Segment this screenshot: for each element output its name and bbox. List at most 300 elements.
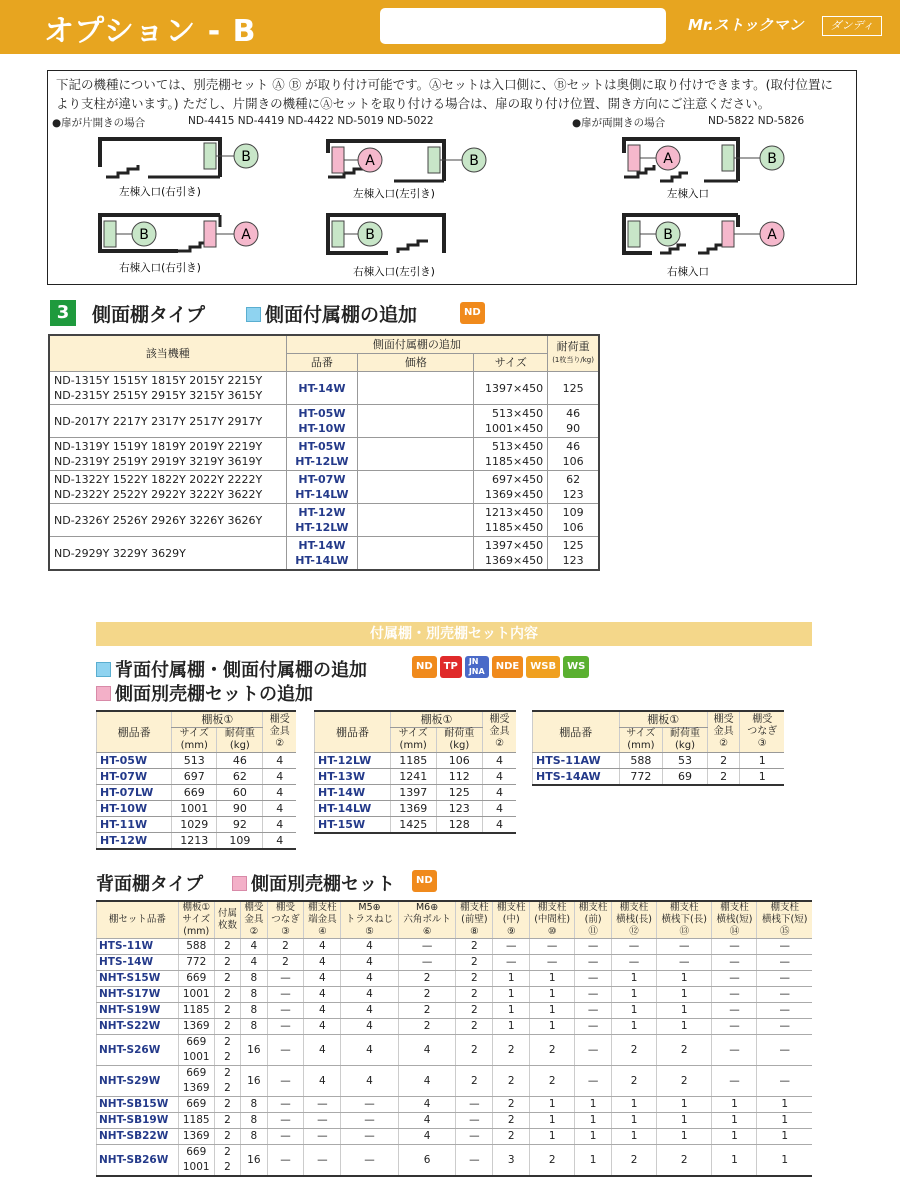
value-cell: 1	[657, 1129, 712, 1145]
value-cell	[178, 1035, 214, 1066]
load-value: 46	[566, 440, 581, 453]
table-row	[97, 955, 813, 971]
product-code: NHT-S29W	[97, 1066, 179, 1097]
value-cell: 2	[530, 1066, 575, 1097]
value-cell: —	[712, 955, 757, 971]
value-cell: —	[267, 1129, 304, 1145]
value-cell: —	[612, 955, 657, 971]
value-cell: —	[493, 955, 530, 971]
value-cell: —	[530, 939, 575, 955]
models-cell	[49, 537, 286, 571]
hdr-line: ⑭	[729, 926, 740, 937]
table-row	[97, 1145, 813, 1177]
model-badges	[412, 656, 592, 678]
hdr-line: ⑧	[470, 926, 479, 937]
price-cell	[358, 438, 474, 471]
value-cell: —	[757, 1035, 812, 1066]
value-cell: 2	[707, 769, 740, 786]
table-row	[49, 504, 599, 537]
value-cell: 772	[619, 769, 663, 786]
col-header	[657, 901, 712, 939]
svg-text:右棟入口(右引き): 右棟入口(右引き)	[119, 262, 201, 274]
size-cell	[474, 504, 548, 537]
page-title: オプション - B	[44, 14, 257, 49]
value-cell: —	[304, 1097, 341, 1113]
table-row	[97, 785, 297, 801]
product-code: HT-07W	[298, 473, 346, 486]
hdr-line: (kg)	[229, 740, 250, 751]
diagram-left-entry-double	[624, 139, 784, 200]
value-cell: 2	[657, 1145, 712, 1177]
value-cell: 4	[341, 1019, 398, 1035]
value-cell: 1	[530, 1129, 575, 1145]
price-cell	[358, 405, 474, 438]
value-cell: 4	[304, 955, 341, 971]
hdr-line: ⑩	[547, 926, 557, 937]
value-cell: —	[267, 1019, 304, 1035]
load-value: 125	[562, 381, 584, 395]
code-cell	[286, 471, 358, 504]
product-code: HT-12LW	[295, 521, 349, 534]
value-cell: 2	[530, 1035, 575, 1066]
hdr-line: ②	[719, 738, 729, 749]
table-row	[97, 801, 297, 817]
value-cell: 1	[712, 1113, 757, 1129]
value-cell: —	[712, 971, 757, 987]
value-cell: 8	[241, 987, 267, 1003]
product-code: HT-14W	[298, 381, 346, 395]
value-cell: 2	[456, 1066, 493, 1097]
models-line: ND-2326Y 2526Y 2926Y 3226Y 3626Y	[54, 513, 263, 527]
value-cell: 8	[241, 1003, 267, 1019]
legend-line-2: 側面別売棚セットの追加	[96, 680, 313, 706]
value-cell: 2	[214, 1097, 240, 1113]
value-cell: 123	[436, 801, 483, 817]
load-value: 123	[562, 488, 584, 501]
value-cell: —	[575, 1003, 612, 1019]
table-row	[315, 801, 517, 817]
product-code: HT-07W	[97, 769, 172, 785]
svg-text:A: A	[663, 151, 673, 167]
svg-text:A: A	[365, 153, 375, 169]
side-shelf-table: 該当機種 側面付属棚の追加 耐荷重 (1枚当り/kg) 品番 価格 サイズ ND-1315Y 1515Y 1815Y 2015Y 2215Y ND-2315Y 2515Y 2915Y 3215Y 3615Y HT-14W 1397×450 125 ND-2017Y 2217Y 2317Y 2517Y 2917Y HT-05W HT-10W 513×450 1001×450 46 90 ND-1319Y 1519Y 1819Y 2019Y 2219Y ND-2319Y 2519Y 2919Y 3219Y 3619Y HT-05W HT-12LW 513×450 1185×450 46 106 ND-1322Y 1522Y 1822Y 2022Y 2222Y ND-2322Y 2522Y 2922Y 3222Y 3622Y HT-07W HT-14LW 697×450 1369×450 62 123 ND-2326Y 2526Y 2926Y 3226Y 3626Y HT-12W HT-12LW 1213×450 1185×450 109 106 ND-2929Y 3229Y 3629Y HT-14W HT-14LW 1397×450 1369×450 125 123	[48, 334, 600, 571]
brand-logo: Mr.ストックマン	[688, 16, 804, 34]
table-row	[97, 1019, 813, 1035]
svg-text:A: A	[767, 227, 777, 243]
value-line: 2	[224, 1051, 231, 1063]
col-code: 棚品番	[315, 711, 391, 753]
models-line: ND-1315Y 1515Y 1815Y 2015Y 2215Y	[54, 374, 263, 387]
hdr-line: つなぎ	[747, 726, 778, 737]
product-code: HT-05W	[298, 440, 346, 453]
value-cell: 669	[172, 785, 217, 801]
hdr-line: (mm)	[627, 740, 655, 751]
product-code: HT-15W	[315, 817, 391, 834]
product-code: HT-12W	[298, 506, 346, 519]
product-code: HTS-14AW	[533, 769, 620, 786]
value-cell: 109	[217, 833, 263, 850]
value-cell: 3	[493, 1145, 530, 1177]
value-cell: 46	[217, 753, 263, 769]
product-code: HTS-14W	[97, 955, 179, 971]
size-value: 1185×450	[484, 521, 544, 534]
back-shelf-title: 背面棚タイプ	[96, 874, 204, 895]
value-cell: 1	[612, 1129, 657, 1145]
hdr-line: 棚支柱	[460, 902, 489, 913]
value-cell: 1	[530, 1097, 575, 1113]
value-cell: —	[267, 1097, 304, 1113]
svg-text:左棟入口: 左棟入口	[667, 188, 709, 200]
mini-table-1	[96, 710, 296, 850]
col-header	[612, 901, 657, 939]
svg-text:B: B	[241, 149, 251, 165]
value-cell: 2	[456, 1035, 493, 1066]
value-cell: —	[757, 987, 812, 1003]
product-code: NHT-S17W	[97, 987, 179, 1003]
load-value: 106	[562, 521, 584, 534]
value-cell: 2	[657, 1035, 712, 1066]
table-row	[97, 1129, 813, 1145]
value-cell: 128	[436, 817, 483, 834]
value-cell: 92	[217, 817, 263, 833]
value-cell: 4	[483, 785, 516, 801]
col-size	[619, 728, 663, 753]
load-value: 90	[566, 422, 581, 435]
value-cell: 1	[530, 1003, 575, 1019]
diagram-right-entry-right-pull	[100, 215, 258, 274]
product-code: NHT-S15W	[97, 971, 179, 987]
value-cell: 2	[398, 971, 456, 987]
header-row	[97, 711, 297, 728]
diagram-right-entry-left-pull	[328, 215, 444, 278]
value-cell: —	[493, 939, 530, 955]
value-cell: 2	[530, 1145, 575, 1177]
hdr-line: 横桟(短)	[716, 914, 753, 925]
hdr-line: 枚数	[217, 920, 237, 931]
value-cell: 1	[657, 1003, 712, 1019]
single-door-models: ND-4415 ND-4419 ND-4422 ND-5019 ND-5022	[188, 115, 434, 127]
value-cell: 2	[612, 1035, 657, 1066]
product-code: NHT-SB26W	[97, 1145, 179, 1177]
value-cell: 1	[740, 769, 784, 786]
load-cell	[548, 405, 599, 438]
value-cell: 4	[398, 1097, 456, 1113]
value-line: 669	[186, 1067, 207, 1079]
value-cell: 2	[493, 1129, 530, 1145]
badge-line: JN	[468, 657, 479, 666]
table-row	[97, 971, 813, 987]
hdr-line: 棚受	[713, 714, 734, 725]
value-cell: —	[341, 1113, 398, 1129]
value-cell: —	[456, 1145, 493, 1177]
value-cell: 1	[757, 1145, 812, 1177]
pink-square-icon	[232, 876, 247, 891]
value-cell: 1213	[172, 833, 217, 850]
hdr-line: 金具	[489, 726, 510, 737]
value-cell: 2	[456, 955, 493, 971]
value-cell: 1	[657, 971, 712, 987]
value-cell: 2	[456, 1003, 493, 1019]
value-cell: 1	[575, 1113, 612, 1129]
col-board: 棚板①	[390, 711, 482, 728]
value-line: 1001	[182, 1051, 210, 1063]
size-value: 1397×450	[484, 381, 544, 395]
hdr-line: 横桟下(長)	[661, 914, 707, 925]
model-badge: NDE	[492, 656, 524, 678]
col-recv	[483, 711, 516, 753]
nd-badge-back: ND	[412, 870, 437, 892]
hdr-line: 棚支柱	[670, 902, 699, 913]
hdr-line: 棚支柱	[537, 902, 567, 913]
value-cell: 53	[663, 753, 708, 769]
hdr-line: (前)	[584, 914, 602, 925]
value-cell: 513	[172, 753, 217, 769]
pink-square-icon	[96, 686, 111, 701]
col-load	[663, 728, 708, 753]
size-cell	[474, 537, 548, 571]
value-cell: —	[456, 1113, 493, 1129]
hdr-line: ⑬	[679, 926, 690, 937]
value-cell: —	[341, 1129, 398, 1145]
table-row	[97, 1003, 813, 1019]
product-code: NHT-S19W	[97, 1003, 179, 1019]
value-cell: 1	[757, 1113, 812, 1129]
info-line-1: 下記の機種については、別売棚セット Ⓐ Ⓑ が取り付け可能です。Ⓐセットは入口側に、Ⓑセットは奥側に取り付けできます。(取付位置に	[56, 77, 834, 92]
size-value: 513×450	[491, 407, 544, 420]
col-recv	[263, 711, 296, 753]
load-value: 123	[562, 554, 584, 567]
svg-text:B: B	[139, 227, 149, 243]
value-cell: 4	[341, 1035, 398, 1066]
value-cell	[178, 1145, 214, 1177]
blue-square-icon	[246, 307, 261, 322]
hdr-line: ⑮	[779, 926, 790, 937]
value-line: 669	[186, 1146, 207, 1158]
value-cell: —	[304, 1113, 341, 1129]
value-cell: —	[304, 1129, 341, 1145]
table-row	[49, 438, 599, 471]
value-cell: 2	[657, 1066, 712, 1097]
value-cell: 4	[398, 1066, 456, 1097]
value-cell: 669	[178, 1097, 214, 1113]
product-code: HT-14LW	[295, 488, 349, 501]
single-door-label: ●扉が片開きの場合	[52, 117, 146, 129]
value-cell: 4	[483, 801, 516, 817]
value-line: 1369	[182, 1082, 210, 1094]
value-cell: 2	[214, 971, 240, 987]
value-cell: 6	[398, 1145, 456, 1177]
table-row	[533, 769, 785, 786]
value-cell: 1001	[178, 987, 214, 1003]
product-code: HT-13W	[315, 769, 391, 785]
value-cell	[214, 1145, 240, 1177]
value-cell: 1	[612, 1097, 657, 1113]
price-cell	[358, 537, 474, 571]
hdr-line: ⑨	[506, 926, 516, 937]
value-cell: 1	[712, 1097, 757, 1113]
value-line: 1001	[182, 1161, 210, 1173]
value-cell: 112	[436, 769, 483, 785]
models-line: ND-1319Y 1519Y 1819Y 2019Y 2219Y	[54, 440, 263, 453]
hdr-line: (mm)	[183, 926, 210, 937]
value-cell: 2	[493, 1035, 530, 1066]
hdr-line: ⑫	[629, 926, 639, 937]
value-cell: —	[575, 939, 612, 955]
value-cell: 4	[341, 955, 398, 971]
value-cell: 2	[612, 1066, 657, 1097]
value-cell: —	[267, 1145, 304, 1177]
value-cell: 1369	[178, 1129, 214, 1145]
value-cell: 1425	[390, 817, 436, 834]
value-cell: —	[712, 1066, 757, 1097]
load-cell	[548, 471, 599, 504]
table-row	[49, 372, 599, 405]
table-row	[97, 1113, 813, 1129]
value-cell: 1185	[178, 1113, 214, 1129]
hdr-line: つなぎ	[271, 914, 300, 925]
value-cell: 1369	[390, 801, 436, 817]
value-cell: 4	[304, 1035, 341, 1066]
value-cell: 1369	[178, 1019, 214, 1035]
value-cell: 4	[341, 971, 398, 987]
table-row	[97, 817, 297, 833]
value-cell: —	[341, 1097, 398, 1113]
value-cell: 1	[575, 1129, 612, 1145]
col-header	[304, 901, 341, 939]
value-cell: —	[712, 939, 757, 955]
hdr-line: M6⊕	[415, 902, 439, 913]
model-badge: TP	[440, 656, 462, 678]
product-code: HT-12LW	[315, 753, 391, 769]
models-cell	[49, 405, 286, 438]
value-cell: —	[757, 1019, 812, 1035]
value-cell: 2	[398, 1019, 456, 1035]
size-value: 1369×450	[484, 554, 544, 567]
col-header	[97, 901, 179, 939]
value-cell: 2	[214, 987, 240, 1003]
col-size	[172, 728, 217, 753]
value-cell: —	[575, 1019, 612, 1035]
load-cell	[548, 537, 599, 571]
hdr-line: トラスねじ	[345, 914, 394, 925]
value-cell: 4	[304, 971, 341, 987]
value-cell: —	[267, 971, 304, 987]
col-header	[712, 901, 757, 939]
value-cell: 1	[612, 1113, 657, 1129]
product-code: NHT-S22W	[97, 1019, 179, 1035]
hdr-line: 棚支柱	[496, 902, 526, 913]
section-subtitle: 側面付属棚の追加	[246, 300, 417, 327]
value-cell	[214, 1035, 240, 1066]
value-cell: 2	[456, 971, 493, 987]
value-cell: 588	[619, 753, 663, 769]
value-cell: 2	[214, 1003, 240, 1019]
col-load	[217, 728, 263, 753]
blue-square-icon	[96, 662, 111, 677]
model-badge: WS	[563, 656, 589, 678]
load-cell	[548, 504, 599, 537]
value-cell: —	[657, 955, 712, 971]
value-cell: 16	[241, 1066, 267, 1097]
product-code: HT-07LW	[97, 785, 172, 801]
load-value: 109	[562, 506, 584, 519]
col-header	[341, 901, 398, 939]
value-cell: 2	[214, 1019, 240, 1035]
value-cell: —	[757, 1003, 812, 1019]
value-cell: —	[712, 1019, 757, 1035]
value-cell: 2	[267, 939, 304, 955]
value-cell: —	[612, 939, 657, 955]
table-row	[97, 753, 297, 769]
value-cell: 1	[493, 1003, 530, 1019]
value-cell: 4	[263, 801, 296, 817]
value-cell: 4	[341, 987, 398, 1003]
diagram-left-entry-right-pull	[100, 139, 258, 198]
price-cell	[358, 471, 474, 504]
value-cell: 1	[575, 1097, 612, 1113]
hdr-line: 棚支柱	[308, 902, 337, 913]
hdr-line: 横桟下(短)	[762, 914, 808, 925]
value-cell: 1029	[172, 817, 217, 833]
product-code: NHT-SB22W	[97, 1129, 179, 1145]
value-cell: 1	[657, 1113, 712, 1129]
shelf-diagrams	[48, 129, 854, 281]
svg-text:B: B	[663, 227, 673, 243]
value-cell: 106	[436, 753, 483, 769]
product-code: NHT-SB15W	[97, 1097, 179, 1113]
value-cell: —	[575, 971, 612, 987]
col-header	[530, 901, 575, 939]
hdr-line: (mm)	[399, 740, 427, 751]
load-value: 46	[566, 407, 581, 420]
hdr-line: 六角ボルト	[403, 914, 451, 925]
code-cell	[286, 537, 358, 571]
table-row	[97, 1066, 813, 1097]
value-cell: 1	[575, 1145, 612, 1177]
value-cell: 4	[398, 1035, 456, 1066]
value-cell: 8	[241, 1019, 267, 1035]
col-board: 棚板①	[619, 711, 707, 728]
value-cell: —	[530, 955, 575, 971]
value-cell: 1	[530, 1019, 575, 1035]
value-cell: 4	[398, 1129, 456, 1145]
value-cell: 8	[241, 971, 267, 987]
value-cell: 1185	[178, 1003, 214, 1019]
col-header	[456, 901, 493, 939]
size-cell	[474, 438, 548, 471]
section-number: 3	[50, 300, 76, 326]
table-row	[49, 471, 599, 504]
value-cell: 2	[456, 939, 493, 955]
value-cell: 2	[214, 939, 240, 955]
load-cell	[548, 438, 599, 471]
svg-text:A: A	[241, 227, 251, 243]
table-row	[97, 987, 813, 1003]
hdr-line: 棚受	[275, 902, 295, 913]
diag-label-1: 左棟入口(右引き)	[119, 186, 201, 198]
size-value: 1397×450	[484, 539, 544, 552]
double-door-models: ND-5822 ND-5826	[708, 115, 805, 127]
hdr-line: (mm)	[180, 740, 208, 751]
col-recv	[707, 711, 740, 753]
value-cell: 4	[241, 939, 267, 955]
value-cell: 8	[241, 1097, 267, 1113]
hdr-line: (kg)	[449, 740, 470, 751]
value-cell: —	[757, 1066, 812, 1097]
product-code: NHT-SB19W	[97, 1113, 179, 1129]
mini-table-2	[314, 710, 516, 834]
product-code: HTS-11W	[97, 939, 179, 955]
